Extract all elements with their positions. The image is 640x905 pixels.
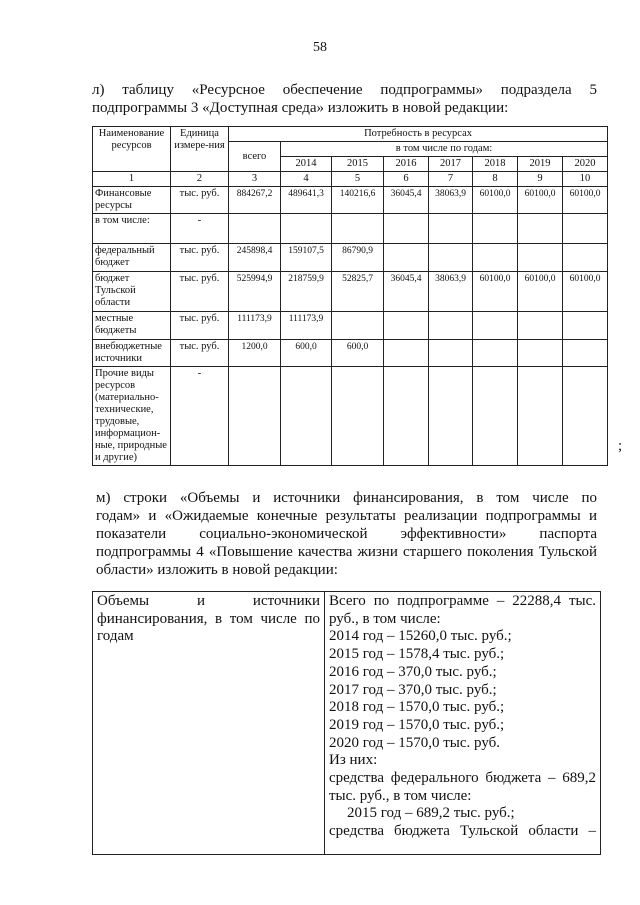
cell-value: 60100,0 <box>518 187 563 214</box>
passport-line: руб., в том числе: <box>329 610 441 627</box>
cell-value: 52825,7 <box>332 272 384 312</box>
cell-value: 60100,0 <box>563 187 608 214</box>
cell-value: 525994,9 <box>229 272 281 312</box>
cell-value <box>429 340 473 367</box>
cell-value: 884267,2 <box>229 187 281 214</box>
column-number: 3 <box>229 172 281 187</box>
cell-value <box>429 214 473 244</box>
cell-value: 218759,9 <box>281 272 332 312</box>
column-number: 5 <box>332 172 384 187</box>
paragraph-line: подпрограммы 4 «Повышение качества жизни старшего поколения Тульской <box>96 544 597 560</box>
row-name: внебюджетные источники <box>93 340 171 367</box>
cell-value <box>332 214 384 244</box>
column-number: 4 <box>281 172 332 187</box>
cell-value <box>429 312 473 340</box>
row-name: Прочие виды ресурсов (материально-технические, трудовые, информацион-ные, природные и другие) <box>93 367 171 466</box>
header-year: 2016 <box>384 157 429 172</box>
cell-value <box>518 214 563 244</box>
cell-value <box>384 340 429 367</box>
row-unit: тыс. руб. <box>171 340 229 367</box>
cell-value <box>518 367 563 466</box>
paragraph-line: подпрограммы 3 «Доступная среда» изложить в новой редакции: <box>92 100 509 116</box>
column-number: 9 <box>518 172 563 187</box>
cell-value: 245898,4 <box>229 244 281 272</box>
cell-value: 36045,4 <box>384 272 429 312</box>
cell-value: 38063,9 <box>429 272 473 312</box>
header-total: всего <box>229 142 281 172</box>
row-unit: - <box>171 214 229 244</box>
passport-value <box>325 592 601 855</box>
header-need: Потребность в ресурсах <box>229 127 608 142</box>
passport-table <box>92 591 601 855</box>
row-name: бюджет Тульской области <box>93 272 171 312</box>
row-name: местные бюджеты <box>93 312 171 340</box>
header-resource-name: Наименование ресурсов <box>93 127 171 172</box>
column-number: 7 <box>429 172 473 187</box>
cell-value: 140216,6 <box>332 187 384 214</box>
cell-value: 38063,9 <box>429 187 473 214</box>
cell-value <box>473 312 518 340</box>
table-row <box>93 272 608 312</box>
passport-line: 2018 год – 1570,0 тыс. руб.; <box>329 699 505 716</box>
cell-value <box>518 244 563 272</box>
row-unit: - <box>171 367 229 466</box>
row-unit: тыс. руб. <box>171 312 229 340</box>
column-number: 1 <box>93 172 171 187</box>
cell-value <box>518 340 563 367</box>
row-unit: тыс. руб. <box>171 272 229 312</box>
row-name: Финансовые ресурсы <box>93 187 171 214</box>
paragraph-l <box>92 81 597 117</box>
cell-value <box>563 367 608 466</box>
page-number: 58 <box>313 40 327 55</box>
passport-line: 2019 год – 1570,0 тыс. руб.; <box>329 716 505 733</box>
cell-value: 60100,0 <box>473 187 518 214</box>
header-year: 2015 <box>332 157 384 172</box>
table-row <box>93 214 608 244</box>
cell-value <box>384 312 429 340</box>
header-year: 2017 <box>429 157 473 172</box>
header-by-years: в том числе по годам: <box>281 142 608 157</box>
cell-value <box>429 244 473 272</box>
passport-line: средства бюджета Тульской области – <box>329 823 596 840</box>
cell-value: 600,0 <box>281 340 332 367</box>
passport-line: 2016 год – 370,0 тыс. руб.; <box>329 663 497 680</box>
cell-value <box>229 214 281 244</box>
cell-value: 36045,4 <box>384 187 429 214</box>
table-row <box>93 244 608 272</box>
column-number: 10 <box>563 172 608 187</box>
row-unit: тыс. руб. <box>171 187 229 214</box>
column-number: 2 <box>171 172 229 187</box>
passport-line: 2020 год – 1570,0 тыс. руб. <box>329 734 501 751</box>
passport-line: 2015 год – 689,2 тыс. руб.; <box>347 805 515 822</box>
cell-value <box>563 340 608 367</box>
passport-label: Объемы и источники финансирования, в том числе по годам <box>93 592 325 855</box>
passport-line: Всего по подпрограмме – 22288,4 тыс. <box>329 593 596 609</box>
cell-value: 600,0 <box>332 340 384 367</box>
cell-value <box>384 244 429 272</box>
table-row <box>93 187 608 214</box>
row-name: в том числе: <box>93 214 171 244</box>
cell-value <box>281 367 332 466</box>
passport-line: Из них: <box>329 752 378 769</box>
paragraph-line: годам» и «Ожидаемые конечные результаты реализации подпрограммы и <box>96 508 597 524</box>
cell-value: 60100,0 <box>473 272 518 312</box>
header-year: 2019 <box>518 157 563 172</box>
header-year: 2014 <box>281 157 332 172</box>
row-name: федеральный бюджет <box>93 244 171 272</box>
column-number: 6 <box>384 172 429 187</box>
cell-value <box>473 340 518 367</box>
cell-value <box>229 367 281 466</box>
semicolon: ; <box>618 438 623 454</box>
paragraph-line: показатели социально-экономической эффективности» паспорта <box>96 526 597 542</box>
cell-value: 1200,0 <box>229 340 281 367</box>
passport-line: тыс. руб., в том числе: <box>329 787 472 804</box>
cell-value <box>332 312 384 340</box>
cell-value <box>563 244 608 272</box>
cell-value: 159107,5 <box>281 244 332 272</box>
cell-value <box>332 367 384 466</box>
cell-value <box>473 367 518 466</box>
cell-value <box>563 312 608 340</box>
cell-value <box>473 244 518 272</box>
cell-value: 60100,0 <box>563 272 608 312</box>
passport-line: 2017 год – 370,0 тыс. руб.; <box>329 681 497 698</box>
column-number-row <box>93 172 608 187</box>
paragraph-line: области» изложить в новой редакции: <box>96 562 338 578</box>
passport-line: 2015 год – 1578,4 тыс. руб.; <box>329 646 505 663</box>
cell-value <box>473 214 518 244</box>
paragraph-m <box>96 489 597 579</box>
cell-value <box>384 214 429 244</box>
passport-line: средства федерального бюджета – 689,2 <box>329 770 596 787</box>
cell-value <box>384 367 429 466</box>
cell-value: 111173,9 <box>229 312 281 340</box>
table-row <box>93 312 608 340</box>
cell-value <box>518 312 563 340</box>
header-year: 2018 <box>473 157 518 172</box>
resource-table <box>92 126 608 466</box>
cell-value <box>281 214 332 244</box>
passport-line: 2014 год – 15260,0 тыс. руб.; <box>329 628 512 645</box>
table-row <box>93 367 608 466</box>
column-number: 8 <box>473 172 518 187</box>
paragraph-line: л) таблицу «Ресурсное обеспечение подпрограммы» подраздела 5 <box>92 82 597 98</box>
cell-value <box>563 214 608 244</box>
cell-value <box>429 367 473 466</box>
cell-value: 111173,9 <box>281 312 332 340</box>
row-unit: тыс. руб. <box>171 244 229 272</box>
table-row <box>93 340 608 367</box>
paragraph-line: м) строки «Объемы и источники финансирования, в том числе по <box>96 490 597 506</box>
cell-value: 60100,0 <box>518 272 563 312</box>
cell-value: 489641,3 <box>281 187 332 214</box>
header-year: 2020 <box>563 157 608 172</box>
cell-value: 86790,9 <box>332 244 384 272</box>
header-unit: Единица измере-ния <box>171 127 229 172</box>
